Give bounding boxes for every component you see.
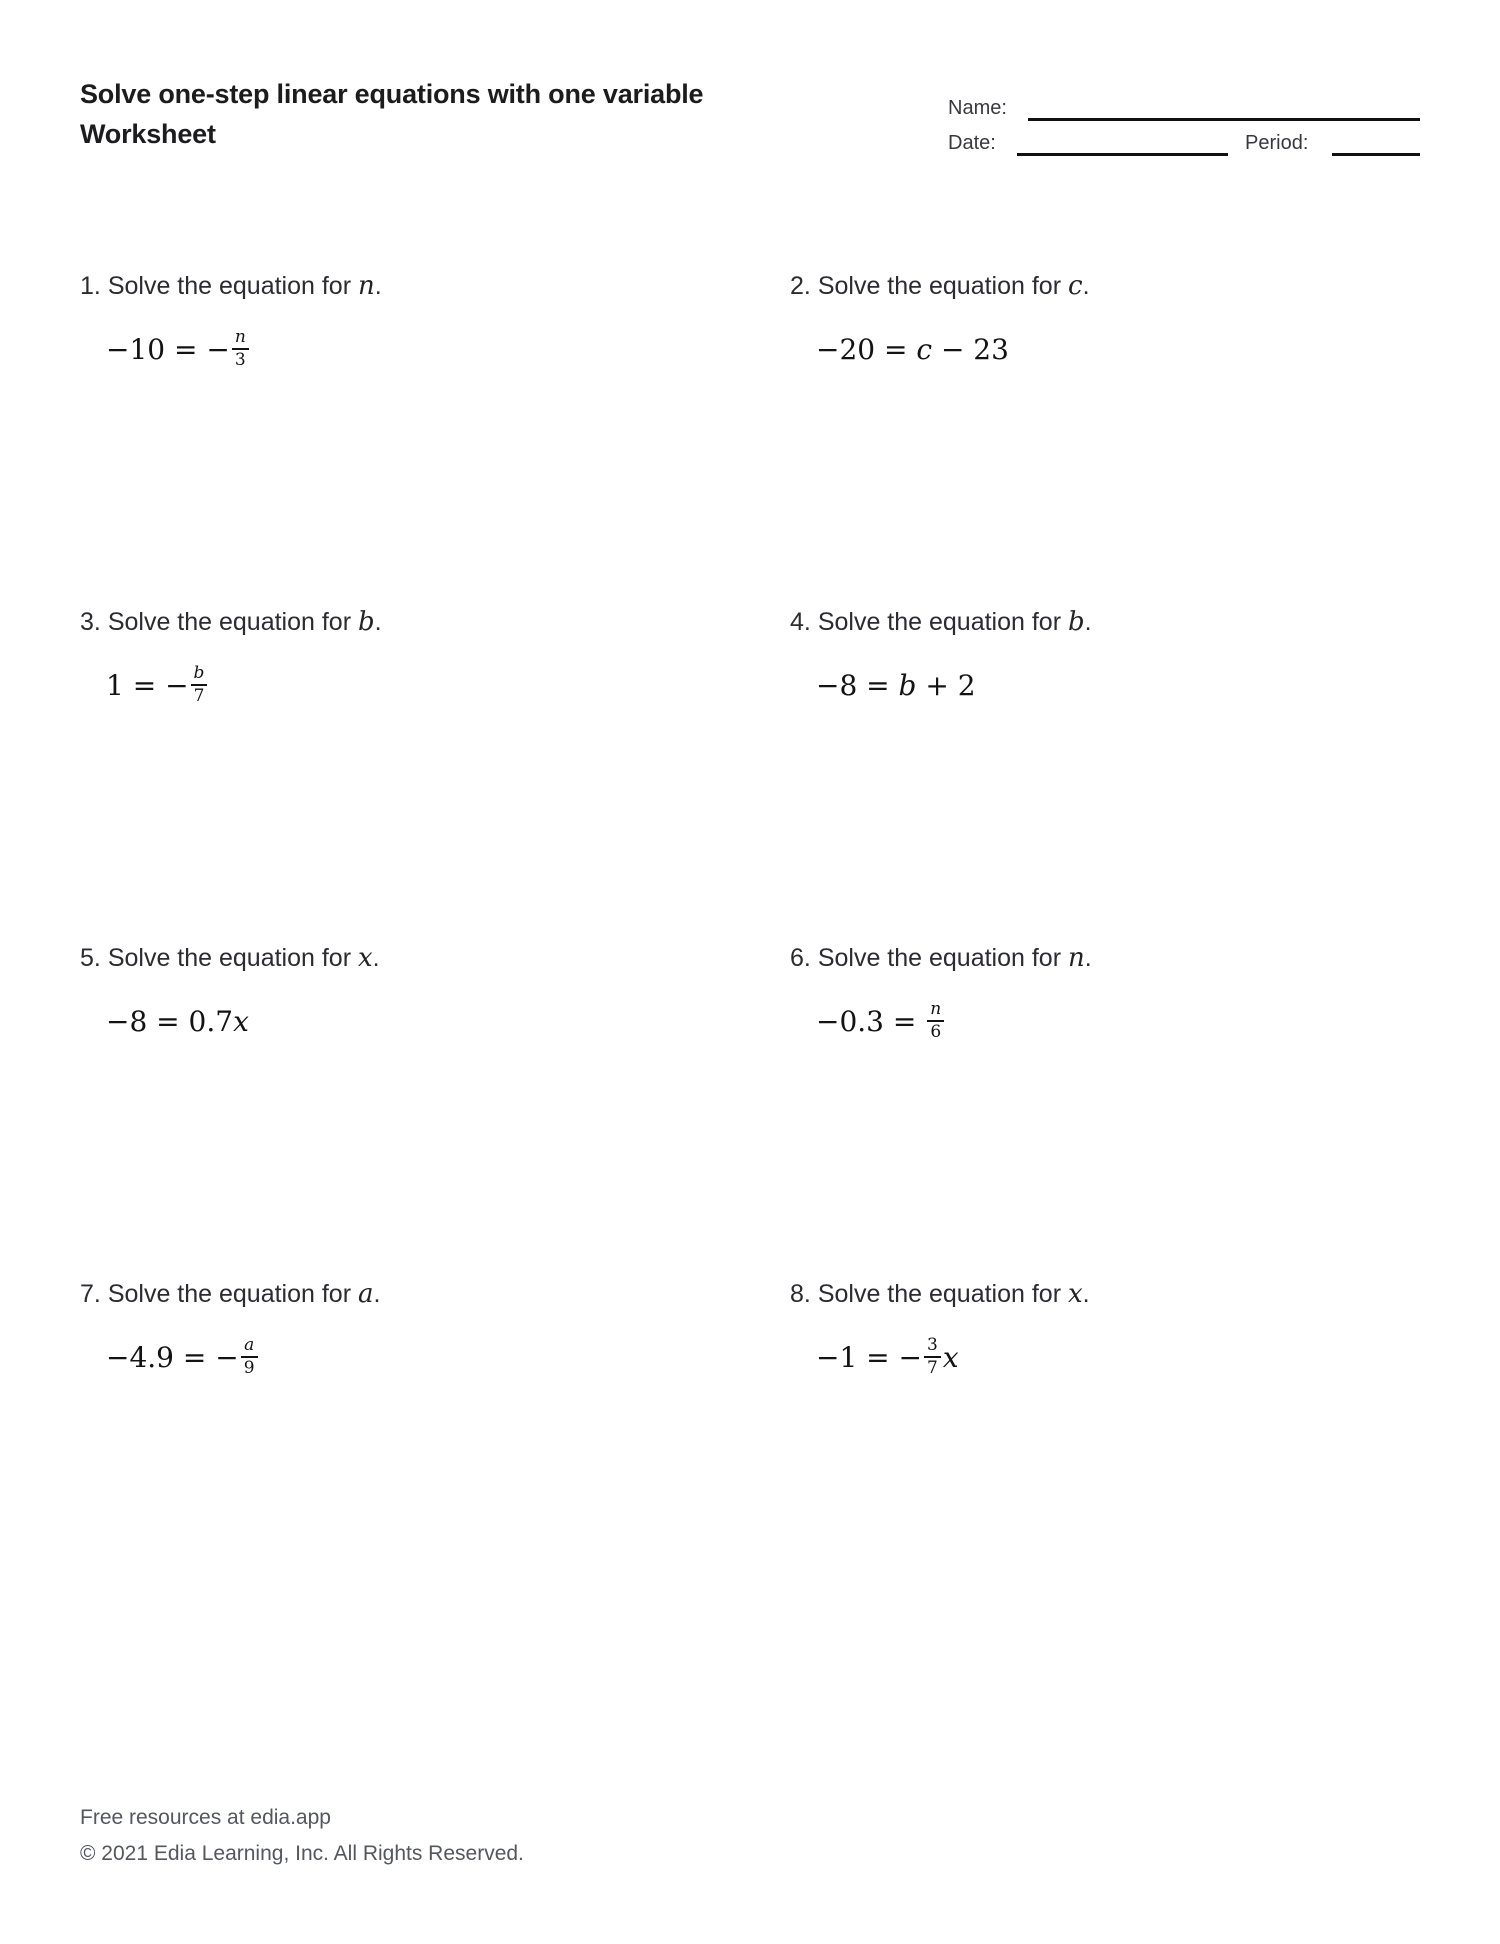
equation-variable: x	[233, 1004, 249, 1038]
equation-term: −8 = 0.7	[106, 1004, 234, 1038]
period-label: Period:	[1245, 132, 1309, 154]
name-label: Name:	[948, 97, 1007, 119]
equation-term: 1 = −	[106, 668, 189, 702]
prompt-text: Solve the equation for	[817, 272, 1062, 300]
problem-equation	[106, 326, 790, 372]
prompt-text: Solve the equation for	[107, 1280, 352, 1308]
equation-variable: c	[916, 332, 933, 366]
problem-7	[80, 1278, 790, 1614]
prompt-variable: n	[358, 271, 375, 301]
prompt-variable: a	[358, 1279, 374, 1309]
period-blank-line	[1332, 153, 1420, 156]
prompt-suffix: .	[374, 272, 382, 300]
problem-equation	[816, 662, 1420, 708]
fraction	[191, 664, 208, 706]
prompt-text: Solve the equation for	[107, 944, 352, 972]
fraction	[927, 1000, 944, 1042]
problem-2	[790, 270, 1420, 606]
problem-equation	[816, 326, 1420, 372]
problem-equation	[106, 1334, 790, 1380]
fraction-denominator: 6	[930, 1021, 942, 1042]
prompt-variable: b	[358, 607, 375, 637]
date-label: Date:	[948, 132, 996, 154]
fraction-denominator: 7	[193, 685, 205, 706]
prompt-variable: b	[1068, 607, 1085, 637]
footer-resources-text: Free resources at edia.app	[80, 1806, 331, 1829]
fraction-numerator: 3	[927, 1335, 938, 1356]
prompt-variable: x	[358, 943, 373, 973]
title-line-2: Worksheet	[80, 119, 216, 149]
problem-prompt	[80, 942, 790, 974]
problem-number: 6.	[790, 944, 811, 972]
problem-prompt	[790, 270, 1420, 302]
problem-4	[790, 606, 1420, 942]
problems-grid	[80, 270, 1420, 1614]
fraction-numerator: n	[930, 999, 942, 1020]
prompt-suffix: .	[373, 1280, 381, 1308]
equation-term: −8 =	[816, 668, 899, 702]
problem-1	[80, 270, 790, 606]
problem-equation	[106, 998, 790, 1044]
problem-number: 4.	[790, 608, 811, 636]
problem-prompt	[790, 606, 1420, 638]
prompt-text: Solve the equation for	[817, 608, 1062, 636]
prompt-suffix: .	[1084, 608, 1092, 636]
prompt-variable: n	[1068, 943, 1085, 973]
equation-term: −0.3 =	[816, 1004, 926, 1038]
prompt-suffix: .	[1082, 1280, 1090, 1308]
problem-5	[80, 942, 790, 1278]
problem-prompt	[80, 606, 790, 638]
problem-number: 1.	[80, 272, 101, 300]
prompt-variable: x	[1068, 1279, 1083, 1309]
problem-number: 3.	[80, 608, 101, 636]
equation-variable: b	[898, 668, 917, 702]
problem-8	[790, 1278, 1420, 1614]
fraction-denominator: 3	[234, 349, 246, 370]
fraction	[232, 328, 249, 370]
name-blank-line	[1028, 118, 1420, 121]
fraction	[241, 1336, 258, 1378]
page-footer	[80, 1800, 524, 1872]
fraction-denominator: 9	[243, 1357, 255, 1378]
prompt-suffix: .	[1084, 944, 1092, 972]
prompt-text: Solve the equation for	[107, 272, 352, 300]
prompt-text: Solve the equation for	[817, 944, 1062, 972]
equation-term: + 2	[916, 668, 976, 702]
equation-term: − 23	[932, 332, 1009, 366]
prompt-text: Solve the equation for	[107, 608, 352, 636]
prompt-suffix: .	[1082, 272, 1090, 300]
problem-number: 7.	[80, 1280, 101, 1308]
equation-term: −10 = −	[106, 332, 230, 366]
problem-number: 5.	[80, 944, 101, 972]
fraction-numerator: a	[244, 1335, 255, 1356]
prompt-text: Solve the equation for	[817, 1280, 1062, 1308]
fraction	[924, 1336, 941, 1378]
problem-number: 8.	[790, 1280, 811, 1308]
problem-equation	[816, 1334, 1420, 1380]
worksheet-title	[80, 74, 703, 154]
title-line-1: Solve one-step linear equations with one variable	[80, 79, 704, 109]
prompt-variable: c	[1068, 271, 1083, 301]
fraction-numerator: n	[234, 327, 246, 348]
equation-variable: x	[942, 1340, 959, 1374]
problem-number: 2.	[790, 272, 811, 300]
equation-term: −1 = −	[816, 1340, 922, 1374]
equation-term: −4.9 = −	[106, 1340, 239, 1374]
problem-equation	[106, 662, 790, 708]
problem-3	[80, 606, 790, 942]
fraction-numerator: b	[193, 663, 205, 684]
fraction-denominator: 7	[927, 1357, 938, 1378]
problem-prompt	[790, 942, 1420, 974]
prompt-suffix: .	[374, 608, 382, 636]
footer-copyright-text: © 2021 Edia Learning, Inc. All Rights Reserved.	[80, 1842, 524, 1865]
problem-prompt	[790, 1278, 1420, 1310]
problem-6	[790, 942, 1420, 1278]
prompt-suffix: .	[372, 944, 380, 972]
problem-prompt	[80, 1278, 790, 1310]
problem-equation	[816, 998, 1420, 1044]
equation-term: −20 =	[816, 332, 917, 366]
problem-prompt	[80, 270, 790, 302]
date-blank-line	[1017, 153, 1228, 156]
